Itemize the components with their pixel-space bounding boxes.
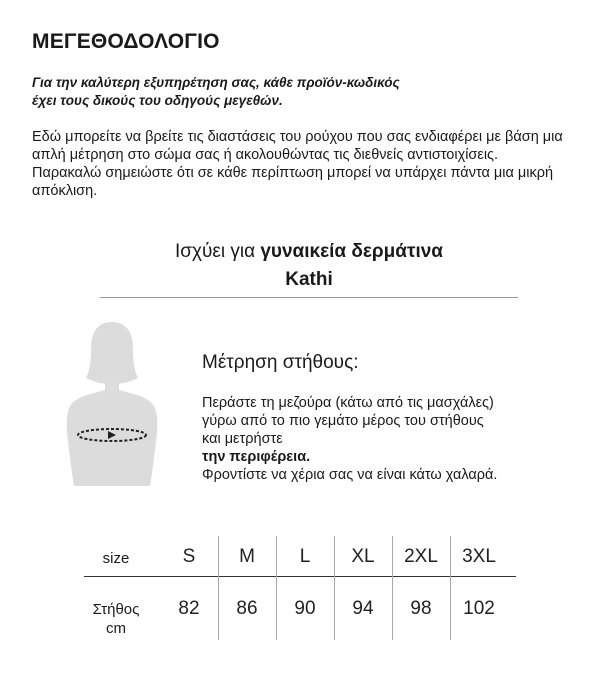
chest-value-s: 82: [178, 598, 200, 619]
applies-to-heading: [100, 238, 518, 294]
intro-text: [32, 128, 577, 200]
size-header-s: S: [182, 546, 196, 567]
table-header-divider: [84, 576, 516, 577]
chest-value-3xl: 102: [463, 598, 495, 619]
chest-value-xl: 94: [352, 598, 374, 619]
measurement-instructions: [202, 394, 562, 484]
size-table: [84, 536, 516, 640]
head-shape: [86, 322, 138, 384]
applies-to-prefix: Ισχύει για: [175, 241, 261, 262]
applies-to-category: γυναικεία δερμάτινα: [260, 241, 443, 262]
product-name: Kathi: [285, 269, 333, 290]
intro-paragraph-1: Εδώ μπορείτε να βρείτε τις διαστάσεις του ρούχου που σας ενδιαφέρει με βάση μια απλή μέτρηση στο σώμα σας ή ακολουθώντας τις διεθνείς αντιστοιχίσεις.: [32, 129, 563, 163]
applies-to-line: [100, 238, 518, 266]
chest-value-2xl: 98: [410, 598, 432, 619]
female-torso-icon: [62, 318, 162, 488]
size-header-3xl: 3XL: [462, 546, 496, 567]
instruction-line-1: Περάστε τη μεζούρα (κάτω από τις μασχάλες): [202, 395, 494, 411]
instruction-line-2: γύρω από το πιο γεμάτο μέρος του στήθους: [202, 413, 484, 429]
instruction-line-3: και μετρήστε την περιφέρεια.: [202, 431, 311, 465]
intro-bold-line-2: έχει τους δικούς του οδηγούς μεγεθών.: [32, 93, 283, 108]
instruction-emphasis: την περιφέρεια.: [202, 449, 311, 465]
measurement-title: Μέτρηση στήθους:: [202, 352, 359, 373]
size-header-label: size: [102, 550, 130, 567]
size-header-xl: XL: [351, 546, 375, 567]
chest-row-label: Στήθος cm: [92, 601, 140, 637]
page-title: ΜΕΓΕΘΟΔΟΛΟΓΙΟ: [32, 30, 220, 53]
divider: [100, 297, 518, 298]
size-header-2xl: 2XL: [404, 546, 438, 567]
chest-value-m: 86: [236, 598, 258, 619]
size-header-l: L: [299, 546, 311, 567]
chest-value-l: 90: [294, 598, 316, 619]
intro-bold-line-1: Για την καλύτερη εξυπηρέτηση σας, κάθε προϊόν-κωδικός: [32, 75, 400, 90]
size-header-m: M: [239, 546, 255, 567]
intro-bold-text: [32, 74, 572, 110]
instruction-line-4: Φροντίστε να χέρια σας να είναι κάτω χαλαρά.: [202, 467, 498, 483]
intro-paragraph-2: Παρακαλώ σημειώστε ότι σε κάθε περίπτωση μπορεί να υπάρχει πάντα μια μικρή απόκλιση.: [32, 165, 554, 199]
